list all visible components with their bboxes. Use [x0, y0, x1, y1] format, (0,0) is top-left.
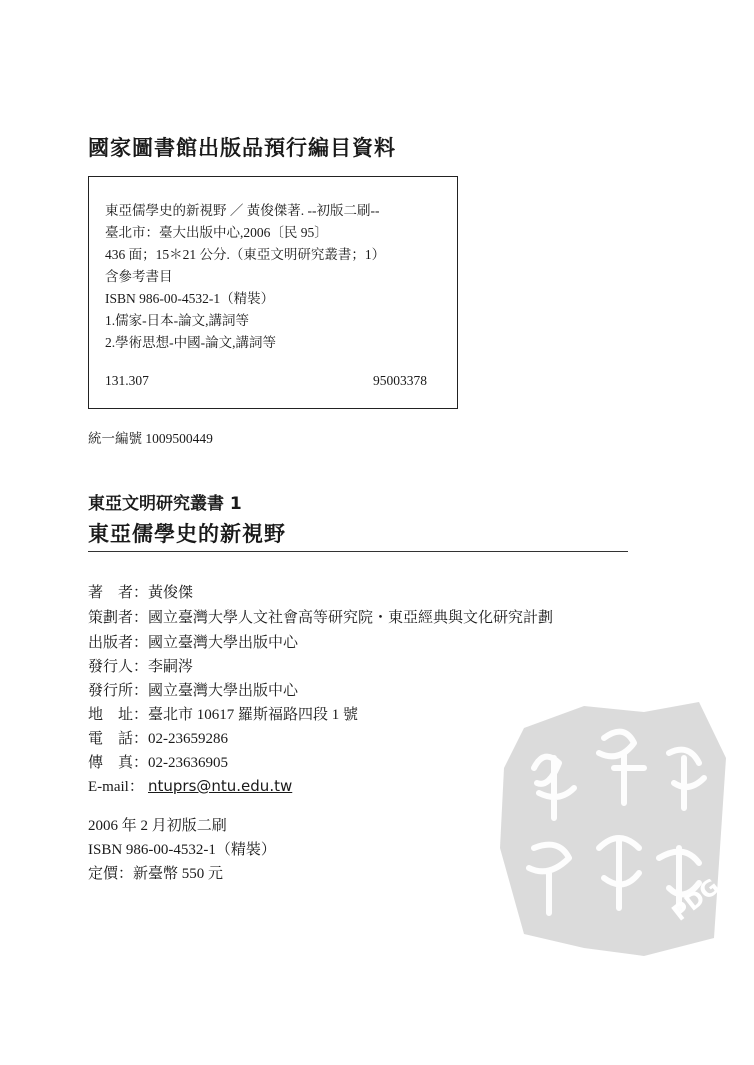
credit-value: 國立臺灣大學出版中心	[148, 635, 299, 651]
credit-value: 臺北市 10617 羅斯福路四段 1 號	[148, 707, 359, 723]
credit-distributor	[88, 679, 298, 700]
cip-line-bibliography: 含參考書目	[105, 269, 173, 284]
credit-value: 國立臺灣大學人文社會高等研究院・東亞經典與文化研究計劃	[148, 610, 554, 626]
edition-info: 2006 年 2 月初版二刷	[88, 818, 227, 834]
credit-label: 地 址：	[88, 707, 149, 723]
credit-value: 李嗣涔	[148, 659, 194, 675]
title-divider	[88, 551, 628, 552]
cip-heading: 國家圖書館出版品預行編目資料	[88, 135, 396, 160]
credit-publisher	[88, 631, 298, 652]
credit-address	[88, 703, 358, 724]
credit-issuer	[88, 655, 193, 676]
price-info: 定價：新臺幣 550 元	[88, 866, 224, 882]
credit-value: 黃俊傑	[148, 585, 194, 601]
cip-line-physical: 436 面；15＊21 公分.（東亞文明研究叢書；1）	[105, 247, 386, 262]
credit-value: 02-23636905	[148, 755, 228, 771]
credit-label: 發行人：	[88, 659, 149, 675]
cip-record-box	[88, 176, 458, 409]
cip-record-number: 95003378	[373, 373, 427, 388]
credit-value: 02-23659286	[148, 731, 228, 747]
credit-phone	[88, 727, 228, 748]
email-link[interactable]: ntuprs@ntu.edu.tw	[148, 777, 293, 795]
credit-label: 傳 真：	[88, 755, 149, 771]
cip-line-isbn: ISBN 986-00-4532-1（精裝）	[105, 291, 275, 306]
cip-line-subject-1: 1.儒家-日本-論文,講詞等	[105, 313, 249, 328]
credit-label: 電 話：	[88, 731, 149, 747]
credit-fax	[88, 751, 228, 772]
credit-label: E-mail：	[88, 779, 144, 795]
series-title: 東亞文明研究叢書 1	[88, 494, 242, 514]
book-title: 東亞儒學史的新視野	[88, 521, 286, 546]
credit-planner	[88, 606, 553, 627]
cip-line-subject-2: 2.學術思想-中國-論文,講詞等	[105, 335, 276, 350]
credit-label: 發行所：	[88, 683, 149, 699]
unified-number: 統一編號 1009500449	[88, 431, 213, 446]
cip-classification: 131.307	[105, 373, 149, 388]
isbn-info: ISBN 986-00-4532-1（精裝）	[88, 842, 276, 858]
watermark-seal-stamp	[494, 698, 729, 960]
cip-line-publisher: 臺北市：臺大出版中心,2006〔民 95〕	[105, 225, 328, 240]
credit-email	[88, 775, 292, 796]
credit-label: 出版者：	[88, 635, 149, 651]
credit-label: 策劃者：	[88, 610, 149, 626]
credit-label: 著 者：	[88, 585, 149, 601]
credit-value: 國立臺灣大學出版中心	[148, 683, 299, 699]
watermark-pdg-text: PDG	[667, 874, 725, 927]
cip-line-title: 東亞儒學史的新視野 ／ 黃俊傑著. --初版二刷--	[105, 203, 380, 218]
credit-author	[88, 581, 193, 602]
